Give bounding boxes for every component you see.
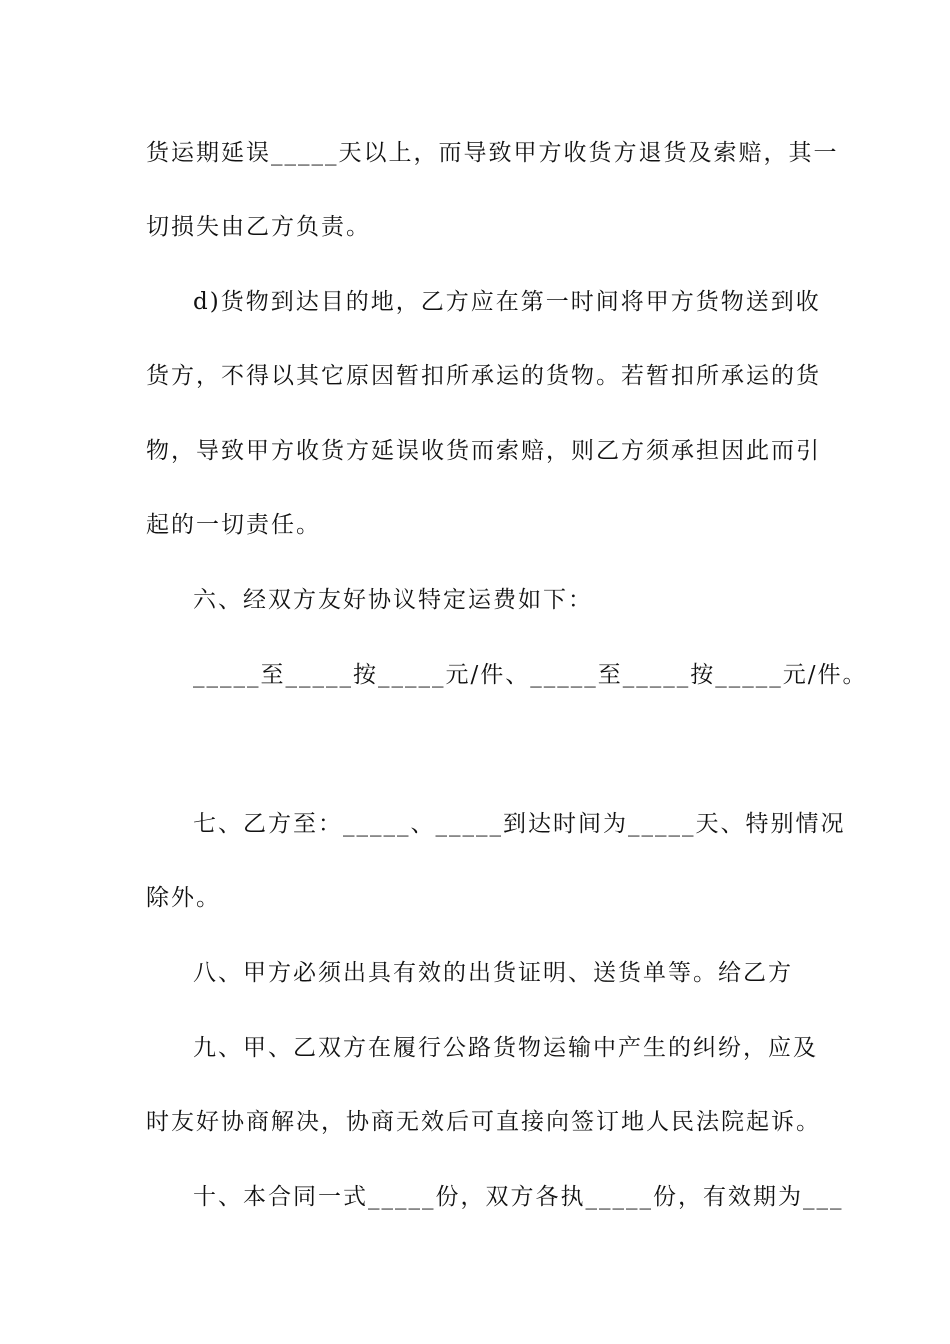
section-seven-line: 七、乙方至：_____、_____到达时间为_____天、特别情况	[193, 811, 846, 837]
paragraph-line: 除外。	[146, 885, 221, 911]
paragraph-line: 切损失由乙方负责。	[146, 214, 371, 240]
paragraph-line: 起的一切责任。	[146, 512, 321, 538]
paragraph-line: 货运期延误_____天以上，而导致甲方收货方退货及索赔，其一	[146, 140, 839, 166]
paragraph-line: d)货物到达目的地，乙方应在第一时间将甲方货物送到收	[193, 289, 821, 315]
paragraph-line: 物，导致甲方收货方延误收货而索赔，则乙方须承担因此而引	[146, 438, 821, 464]
paragraph-line: 时友好协商解决，协商无效后可直接向签订地人民法院起诉。	[146, 1109, 821, 1135]
section-eight-line: 八、甲方必须出具有效的出货证明、送货单等。给乙方	[193, 960, 793, 986]
section-nine-line: 九、甲、乙双方在履行公路货物运输中产生的纠纷，应及	[193, 1035, 818, 1061]
paragraph-line: 货方，不得以其它原因暂扣所承运的货物。若暂扣所承运的货	[146, 363, 821, 389]
section-heading-six: 六、经双方友好协议特定运费如下：	[193, 587, 593, 613]
section-ten-line: 十、本合同一式_____份，双方各执_____份，有效期为___	[193, 1184, 844, 1210]
freight-rate-line: _____至_____按_____元/件、_____至_____按_____元/件。	[193, 662, 868, 688]
